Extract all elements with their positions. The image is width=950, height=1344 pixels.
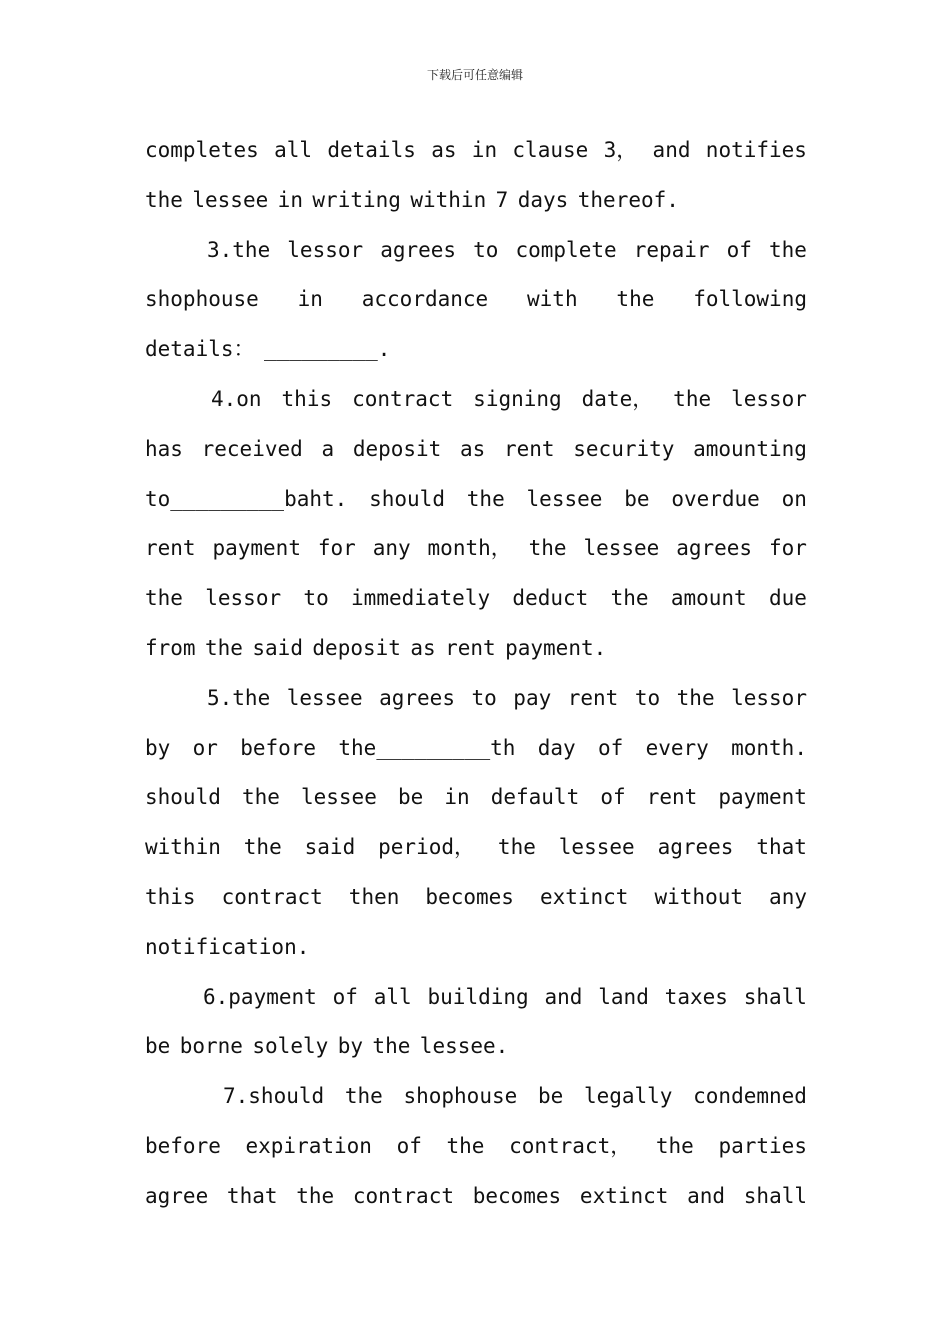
word: completes: [145, 138, 259, 162]
word: thereof.: [577, 187, 679, 212]
word: the: [243, 835, 282, 860]
word: with: [527, 287, 578, 312]
word: 3.the: [207, 237, 271, 262]
word: without: [654, 885, 744, 909]
word: all: [274, 138, 313, 162]
word: in: [471, 138, 498, 162]
word: the: [655, 1134, 694, 1158]
word: deduct: [512, 586, 589, 611]
word: as: [431, 138, 457, 162]
word: before: [240, 735, 317, 760]
word: should: [145, 785, 221, 810]
word: contract: [221, 885, 323, 909]
word: then: [348, 885, 400, 909]
word: by: [145, 735, 171, 760]
word: the: [205, 636, 243, 660]
word: deposit: [352, 436, 442, 461]
word: before: [145, 1134, 221, 1158]
word: payment: [212, 536, 301, 561]
word: due: [769, 586, 807, 611]
word: be: [145, 1034, 171, 1059]
word: lessee: [286, 685, 363, 710]
word: solely: [252, 1034, 329, 1059]
word: that: [756, 835, 807, 860]
word: should: [369, 486, 445, 511]
text-line: [145, 1129, 807, 1163]
word: the: [610, 586, 649, 611]
word: land: [598, 984, 649, 1009]
word: writing: [312, 187, 401, 212]
word: month.: [731, 735, 807, 760]
word: agrees: [379, 685, 455, 710]
word: shall: [743, 984, 807, 1009]
word: deposit: [312, 636, 401, 660]
word: agrees: [676, 536, 753, 561]
word: agrees: [380, 237, 457, 262]
word: of: [332, 984, 358, 1009]
word: becomes: [472, 1183, 562, 1208]
word: security: [573, 436, 675, 461]
word: payment: [718, 785, 807, 810]
word: 7: [495, 187, 509, 212]
word: the: [497, 835, 536, 860]
text-line: [145, 631, 807, 665]
word: any: [769, 885, 807, 909]
word: in: [444, 785, 470, 810]
word: lessor: [205, 586, 282, 611]
word: to: [303, 586, 329, 611]
word: 4.on: [211, 387, 262, 411]
word: lessee.: [419, 1034, 509, 1059]
word: of: [726, 237, 752, 262]
word: 3，: [603, 138, 638, 162]
word: _________.: [263, 337, 391, 362]
text-line: [203, 980, 807, 1014]
word: to: [471, 685, 497, 710]
word: signing: [473, 387, 562, 411]
word: be: [537, 1084, 564, 1109]
word: has: [145, 436, 183, 461]
text-line: [145, 482, 807, 516]
word: clause: [512, 138, 589, 162]
word: days: [517, 187, 569, 212]
word: shophouse: [403, 1084, 518, 1109]
word: the: [344, 1084, 383, 1109]
text-line: [145, 930, 807, 964]
word: 7.should: [223, 1084, 325, 1109]
word: pay: [513, 685, 552, 710]
word: the: [446, 1134, 485, 1158]
word: for: [317, 536, 356, 561]
word: of: [600, 785, 626, 810]
word: be: [397, 785, 424, 810]
text-line: [145, 183, 807, 217]
text-line: [145, 731, 807, 765]
word: and: [652, 138, 691, 162]
word: said: [252, 636, 303, 660]
word: from: [145, 636, 196, 660]
word: legally: [583, 1084, 673, 1109]
word: of: [597, 735, 624, 760]
word: condemned: [693, 1084, 807, 1109]
word: day: [537, 735, 576, 760]
text-line: [145, 1029, 807, 1063]
word: default: [490, 785, 580, 810]
word: extinct: [539, 885, 629, 909]
word: and: [544, 984, 583, 1009]
word: or: [192, 735, 218, 760]
word: lessor: [731, 387, 807, 411]
word: the: [241, 785, 280, 810]
word: by: [337, 1034, 363, 1059]
word: lessee: [558, 835, 635, 860]
word: any: [372, 536, 411, 561]
word: the: [145, 586, 183, 611]
text-line: [145, 432, 807, 466]
word: lessor: [287, 237, 364, 262]
text-line: [145, 1179, 807, 1213]
word: agree: [145, 1183, 209, 1208]
word: and: [687, 1183, 726, 1208]
text-line: [211, 382, 807, 416]
word: as: [410, 636, 436, 660]
word: to_________baht.: [145, 486, 348, 511]
text-line: [145, 880, 807, 914]
word: rent: [504, 436, 555, 461]
text-line: [207, 681, 807, 715]
word: becomes: [425, 885, 514, 909]
word: rent: [646, 785, 698, 810]
word: of: [396, 1134, 422, 1158]
text-line: [223, 1079, 807, 1113]
word: this: [145, 885, 196, 909]
word: parties: [718, 1134, 807, 1158]
word: shophouse: [145, 287, 259, 312]
word: complete: [515, 237, 617, 262]
word: the: [676, 685, 715, 710]
word: accordance: [361, 287, 489, 312]
word: within: [145, 835, 221, 860]
word: for: [768, 536, 807, 561]
word: the: [145, 187, 183, 212]
word: 6.payment: [203, 984, 317, 1009]
word: details：: [145, 337, 255, 362]
word: contract: [352, 387, 454, 411]
word: be: [624, 486, 650, 511]
word: in: [297, 287, 323, 312]
word: rent: [567, 685, 619, 710]
word: amount: [670, 586, 747, 611]
word: building: [427, 984, 529, 1009]
word: taxes: [664, 984, 728, 1009]
word: immediately: [351, 586, 491, 611]
word: notifies: [705, 138, 807, 162]
word: the: [296, 1183, 335, 1208]
word: overdue: [671, 486, 760, 511]
word: received: [201, 436, 303, 461]
word: month，: [427, 536, 512, 561]
word: rent: [445, 636, 496, 660]
word: lessee: [192, 187, 269, 212]
word: notification.: [145, 934, 310, 959]
word: details: [327, 138, 416, 162]
word: extinct: [579, 1183, 669, 1208]
word: borne: [179, 1034, 243, 1059]
word: to: [473, 237, 499, 262]
word: date，: [581, 387, 654, 411]
text-line: [145, 332, 807, 366]
text-line: [145, 133, 807, 167]
word: this: [281, 387, 333, 411]
word: the: [372, 1034, 411, 1059]
word: the_________th: [338, 735, 516, 760]
word: following: [693, 287, 807, 312]
word: agrees: [657, 835, 734, 860]
word: all: [373, 984, 412, 1009]
word: the: [616, 287, 655, 312]
word: expiration: [245, 1134, 372, 1158]
word: as: [460, 436, 486, 461]
word: to: [634, 685, 661, 710]
word: every: [645, 735, 709, 760]
word: period，: [378, 835, 475, 860]
word: the: [673, 387, 712, 411]
word: rent: [145, 536, 196, 561]
word: repair: [633, 237, 710, 262]
word: 5.the: [207, 685, 271, 710]
word: said: [304, 835, 356, 860]
word: contract: [352, 1183, 454, 1208]
word: the: [768, 237, 807, 262]
text-line: [145, 282, 807, 316]
page-header: 下载后可任意编辑: [426, 68, 523, 82]
word: lessee: [583, 536, 660, 561]
text-line: [207, 233, 807, 267]
word: on: [781, 486, 807, 511]
word: contract，: [509, 1134, 632, 1158]
word: amounting: [693, 436, 807, 461]
word: lessee: [526, 486, 603, 511]
word: in: [277, 187, 303, 212]
word: lessor: [731, 685, 807, 710]
text-line: [145, 830, 807, 864]
word: shall: [743, 1183, 807, 1208]
text-line: [145, 780, 807, 814]
word: a: [321, 436, 335, 461]
word: the: [528, 536, 567, 561]
text-line: [145, 581, 807, 615]
word: that: [226, 1183, 278, 1208]
word: the: [466, 486, 505, 511]
word: within: [410, 187, 487, 212]
word: payment.: [505, 636, 607, 660]
word: lessee: [300, 785, 377, 810]
text-line: [145, 531, 807, 565]
